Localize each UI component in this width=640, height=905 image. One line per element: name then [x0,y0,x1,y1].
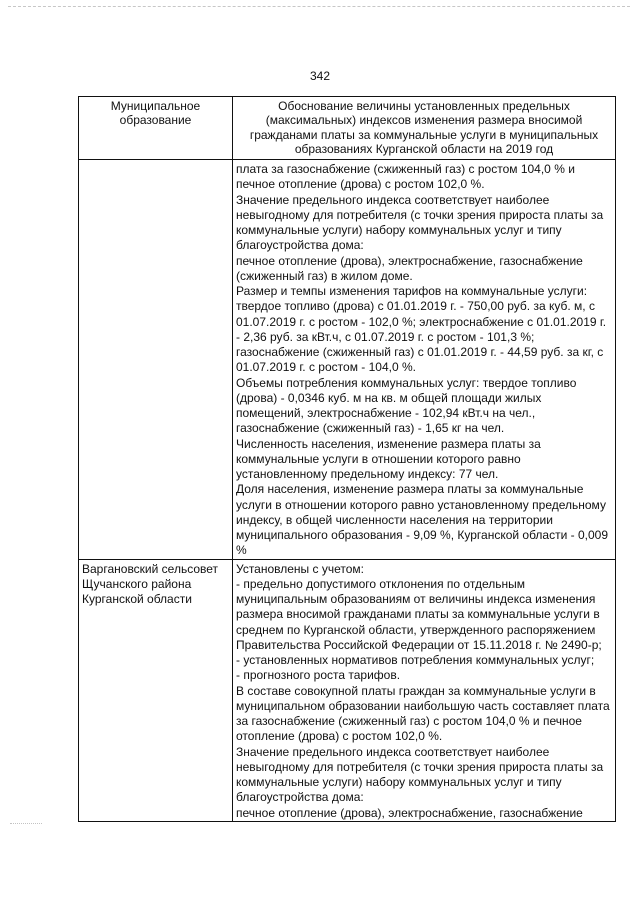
paragraph: - предельно допустимого отклонения по отдельным муниципальным образованиям от величины индекса изменения размера вносимой гражданами платы за коммунальные услуги в среднем по Курганской области, утвержденного распоряжением Правительства Российской Федерации от 15.11.2018 г. № 2490-р; [236,576,602,652]
row2-justification [233,559,616,821]
paragraph: печное отопление (дрова), электроснабжение, газоснабжение [236,805,583,820]
row1-justification [233,160,616,560]
paragraph: Значение предельного индекса соответствует наиболее невыгодному для потребителя (с точки зрения прироста платы за коммунальные услуги) набору коммунальных услуг и типу благоустройства дома: [236,744,604,805]
paragraph: Установлены с учетом: [236,561,364,576]
row2-municipality: Варгановский сельсовет Щучанского района Курганской области [79,559,233,821]
table-row [79,160,616,560]
page-number: 342 [309,69,331,83]
paragraph: твердое топливо (дрова) с 01.01.2019 г. - 750,00 руб. за куб. м, с 01.07.2019 г. с ростом - 102,0 %; электроснабжение с 01.01.2019 г. - 2,36 руб. за кВт.ч, с 01.07.2019 г. с ростом - 101,3 %; газоснабжение (сжиженный газ) с 01.01.2019 г. - 44,59 руб. за кг, с 01.07.2019 г. с ростом - 104,0 %. [236,299,607,375]
scan-artifact-top [8,6,630,10]
paragraph: В составе совокупной платы граждан за коммунальные услуги в муниципальном образовании наибольшую часть составляет плата за газоснабжение (сжиженный газ) с ростом 104,0 % и печное отопление (дрова) с ростом 102,0 %. [236,683,610,744]
scan-artifact-left [10,823,42,825]
row1-municipality [79,160,233,560]
paragraph: - установленных нормативов потребления коммунальных услуг; [236,653,595,667]
paragraph: печное отопление (дрова), электроснабжение, газоснабжение (сжиженный газ) в жилом доме. [236,253,583,283]
header-municipality: Муниципальное образование [79,97,233,160]
header-justification: Обоснование величины установленных предельных (максимальных) индексов изменения размера вносимой гражданами платы за коммунальные услуги в муниципальных образованиях Курганской области на 2019 год [233,97,616,160]
paragraph: - прогнозного роста тарифов. [236,668,401,683]
paragraph: Объемы потребления коммунальных услуг: твердое топливо (дрова) - 0,0346 куб. м на кв. м общей площади жилых помещений, электроснабжение - 102,94 кВт.ч на чел., газоснабжение (сжиженный газ) - 1,65 кг на чел. [236,375,577,436]
paragraph: Доля населения, изменение размера платы за коммунальные услуги в отношении которого равно установленному предельному индексу, в общей численности населения на территории муниципального образования - 9,09 %, Курганской области - 0,009 % [236,482,608,558]
table-row [79,559,616,821]
paragraph: Численность населения, изменение размера платы за коммунальные услуги в отношении которого равно установленному предельному индексу: 77 чел. [236,436,541,481]
table-header-row [79,97,616,160]
justification-table [78,96,616,822]
paragraph: плата за газоснабжение (сжиженный газ) с ростом 104,0 % и печное отопление (дрова) с ростом 102,0 %. [236,162,575,192]
paragraph: Значение предельного индекса соответствует наиболее невыгодному для потребителя (с точки зрения прироста платы за коммунальные услуги) набору коммунальных услуг и типу благоустройства дома: [236,192,604,253]
paragraph: Размер и темпы изменения тарифов на коммунальные услуги: [236,284,588,298]
